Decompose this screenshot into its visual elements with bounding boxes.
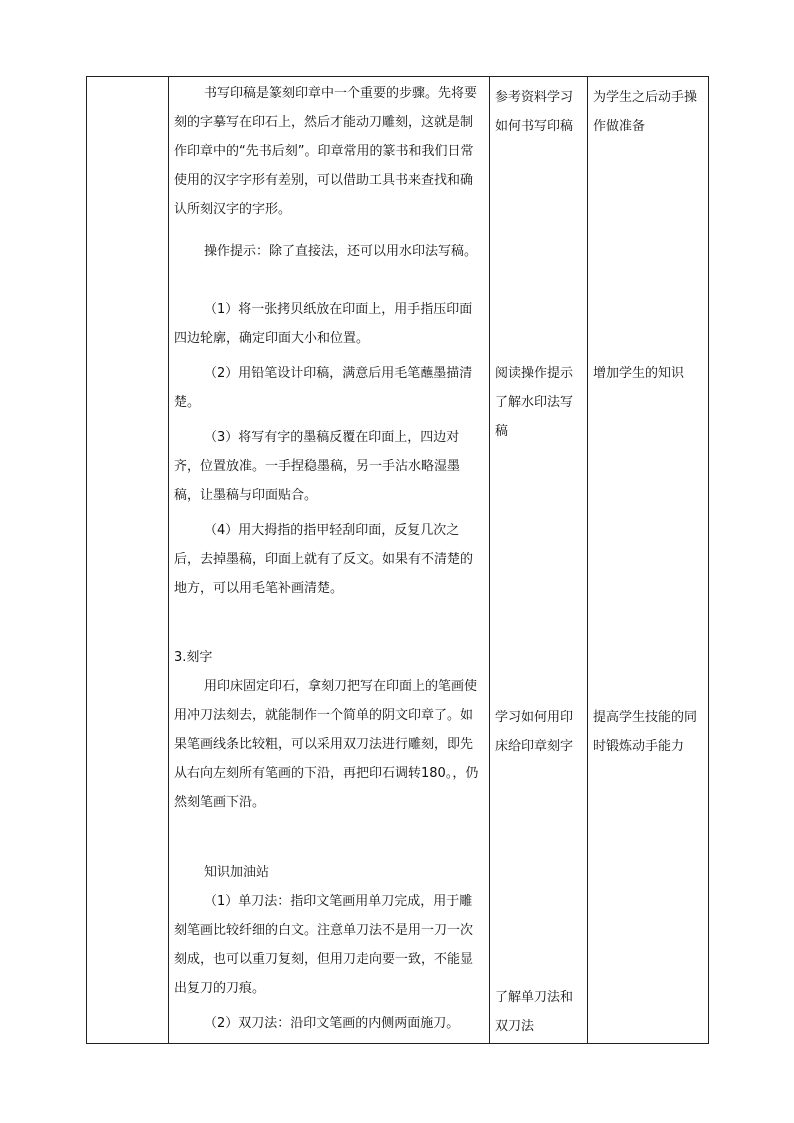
intro-paragraph: 书写印稿是篆刻印章中一个重要的步骤。先将要刻的字摹写在印石上，然后才能动刀雕刻，这就是制作印章中的“先书后刻”。印章常用的篆书和我们日常使用的汉字字形有差别，可以借助工具书来查找和确认所刻汉字的字形。 — [174, 86, 478, 217]
knowledge-station-title: 知识加油站 — [204, 865, 270, 880]
student-activity-3: 学习如何用印床给印章刻字 — [495, 710, 574, 754]
double-knife-tip: （2）双刀法：沿印文笔画的内侧两面施刀。 — [204, 1016, 460, 1031]
carving-paragraph: 用印床固定印石，拿刻刀把写在印面上的笔画使用冲刀法刻去，就能制作一个简单的阴文印章了。如果笔画线条比较粗，可以采用双刀法进行雕刻，即先从右向左刻所有笔画的下沿，再把印石调转180。，仍然刻笔画下沿。 — [174, 679, 479, 810]
step-3: （3）将写有字的墨稿反覆在印面上，四边对齐，位置放准。一手捏稳墨稿，另一手沾水略湿墨稿，让墨稿与印面贴合。 — [174, 430, 461, 503]
single-knife-tip: （1）单刀法：指印文笔画用单刀完成，用于雕刻笔画比较纤细的白文。注意单刀法不是用一刀一次刻成，也可以重刀复刻，但用刀走向要一致，不能显出复刀的刀痕。 — [174, 894, 474, 996]
teaching-content-cell — [169, 77, 490, 1044]
student-activity-4: 了解单刀法和双刀法 — [495, 990, 574, 1034]
design-purpose-2: 增加学生的知识 — [593, 366, 685, 381]
table-row — [87, 77, 709, 1044]
operation-tip: 操作提示：除了直接法，还可以用水印法写稿。 — [204, 244, 478, 259]
step-2: （2）用铅笔设计印稿，满意后用毛笔蘸墨描清楚。 — [174, 366, 473, 410]
section-heading-carving: 3.刻字 — [174, 650, 213, 665]
step-4: （4）用大拇指的指甲轻刮印面，反复几次之后，去掉墨稿，印面上就有了反文。如果有不清楚的地方，可以用毛笔补画清楚。 — [174, 523, 474, 596]
step-1: （1）将一张拷贝纸放在印面上，用手指压印面四边轮廓，确定印面大小和位置。 — [174, 302, 473, 346]
design-purpose-3: 提高学生技能的同时锻炼动手能力 — [593, 710, 698, 754]
lesson-table — [86, 76, 709, 1044]
student-activity-cell — [490, 77, 588, 1044]
design-purpose-cell — [588, 77, 709, 1044]
stage-cell — [87, 77, 169, 1044]
design-purpose-1: 为学生之后动手操作做准备 — [593, 90, 698, 134]
student-activity-1: 参考资料学习如何书写印稿 — [495, 90, 574, 134]
student-activity-2: 阅读操作提示了解水印法写稿 — [495, 366, 574, 439]
